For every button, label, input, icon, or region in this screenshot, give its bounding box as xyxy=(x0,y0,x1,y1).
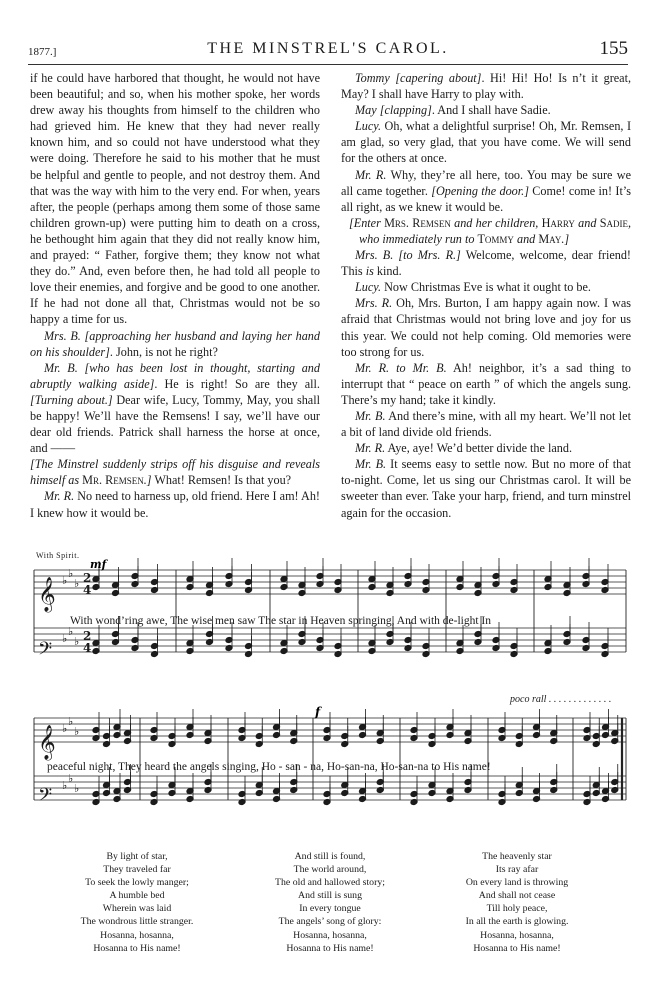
flat-icon: ♭ xyxy=(62,779,68,792)
flat-icon: ♭ xyxy=(74,635,80,648)
flat-icon: ♭ xyxy=(68,715,74,728)
dynamic-f: f xyxy=(315,705,321,719)
dialogue-line: Lucy. Now Christmas Eve is what it ought to be. xyxy=(355,280,591,295)
dialogue-line: [The Minstrel suddenly strips off his disguise and reveals himself as Mr. Remsen.] What! Remsen! Is that you? xyxy=(30,457,320,488)
dialogue-line: Mr. B. [who has been lost in thought, starting and abruptly walking aside]. He is right! So are they all. [Turning about.] Dear wife, Lucy, Tommy, May, you shall be happy! We’ll have the Remsens! I say, we’ll have our dear old friends. Patrick shall harness the horse at once, and —— xyxy=(30,360,320,456)
flat-icon: ♭ xyxy=(74,782,80,795)
dialogue-line: Mrs. R. Oh, Mrs. Burton, I am happy again now. I was afraid that Christmas would not bring love and joy for us this year. We could not help coming. Old memories were too strong for us. xyxy=(341,296,631,359)
flat-icon: ♭ xyxy=(68,772,74,785)
time-signature: 4 xyxy=(83,583,92,597)
treble-clef-icon: 𝄞 xyxy=(38,725,56,760)
speaker: May xyxy=(355,103,377,118)
stage-direction: [Opening the door.] xyxy=(431,183,529,198)
verse-2: And still is found, The world around, The old and hallowed story; And still is sung In every tongue The angels’ song of glory: Hosanna, hosanna, Hosanna to His name! xyxy=(275,851,385,954)
dialogue-line: Mr. B. It seems easy to settle now. But no more of that to-night. Come, let us sing our Christmas carol. It will be sweeter than ever. Take your harp, friend, and turn minstrel again for the occasion. xyxy=(341,457,631,520)
left-column xyxy=(30,70,320,521)
right-column xyxy=(341,70,631,521)
bass-clef-icon: 𝄢 xyxy=(38,639,53,664)
speaker: Mr. R. xyxy=(355,167,387,182)
dialogue-line: Lucy. Oh, what a delightful surprise! Oh, Mr. Remsen, I am glad, so very glad, that you have come. We will send for the others at once. xyxy=(341,119,631,166)
dialogue-line: Mrs. B. [approaching her husband and laying her hand on his shoulder]. John, is not he right? xyxy=(30,328,320,359)
stage-direction: [to Mrs. R.] xyxy=(398,248,461,263)
time-signature: 2 xyxy=(83,629,92,643)
stage-direction: [Turning about.] xyxy=(30,392,113,407)
flat-icon: ♭ xyxy=(62,722,68,735)
speaker: Mr. B. xyxy=(355,457,387,472)
header-year: 1877.] xyxy=(28,46,57,58)
dialogue-line: Mr. R. to Mr. B. Ah! neighbor, it’s a sad thing to interrupt that “ peace on earth ” of which the angels sung. There’s my hand; take it kindly. xyxy=(341,360,631,407)
flat-icon: ♭ xyxy=(74,725,80,738)
treble-clef-icon: 𝄞 xyxy=(38,577,56,612)
dialogue-line: Mr. R. Aye, aye! We’d better divide the land. xyxy=(355,441,572,456)
flat-icon: ♭ xyxy=(62,632,68,645)
lyrics-line-2: peaceful night, They heard the angels singing, Ho - san - na, Ho-san-na, Ho-san-na to His name! xyxy=(47,761,491,773)
stage-direction-block: [Enter Mrs. Remsen and her children, Harry and Sadie, who immediately run to Tommy and May.] xyxy=(349,215,632,246)
speaker: Mr. R. xyxy=(44,489,75,504)
clefs xyxy=(38,567,91,810)
paragraph: if he could have harbored that thought, he would not have been beautiful; and so, when his mother spoke, her words drew away his thoughts from himself to the children who had grieved him. He knew that they had never really known him, and so could not have understood what they were doing. Therefore he said to his mother that he must be helpful and gentle to people, and not destroy them. And that was the way with him to the very end. For when, years after, the people (perhaps among them some of those same children grown-up) were putting him to death on a cross, he bethought him again that they did not really know him, and prayed: “ Father, forgive them; they know not what they do.” And, even before then, he had told all people to love their enemies, and forgive and be good to one another. If he had not done all that, Christmas would not be so happy a time for us. xyxy=(30,71,320,327)
speaker: Mrs. R. xyxy=(355,296,393,311)
header-rule xyxy=(28,64,628,65)
verse-1: By light of star, They traveled far To seek the lowly manger; A humble bed Wherein was laid The wondrous little stranger. Hosanna, hosanna, Hosanna to His name! xyxy=(80,851,194,954)
stage-direction: [approaching her husband and laying her hand on his shoulder] xyxy=(30,328,320,359)
stage-direction: [capering about] xyxy=(395,71,482,85)
dialogue-line: Tommy [capering about]. Hi! Hi! Ho! Is n’t it great, May? I shall have Harry to play with. xyxy=(341,71,632,102)
header-title: THE MINSTREL'S CAROL. xyxy=(207,40,449,57)
speaker: Mrs. B. xyxy=(355,248,394,263)
dialogue-line: Mr. R. No need to harness up, old friend. Here I am! Ah! I knew how it would be. xyxy=(30,489,320,520)
stage-direction: [The Minstrel suddenly strips off his disguise and reveals himself as xyxy=(30,457,320,488)
speaker: Mrs. B. xyxy=(44,328,81,343)
speaker: Mr. R. xyxy=(355,441,386,456)
stage-direction: [who has been lost in thought, starting and abruptly walking aside] xyxy=(30,360,320,391)
flat-icon: ♭ xyxy=(74,577,80,590)
speaker: Mr. R. to Mr. B. xyxy=(355,360,447,375)
flat-icon: ♭ xyxy=(68,625,74,638)
speaker: Tommy xyxy=(355,71,390,85)
dialogue-line: May [clapping]. And I shall have Sadie. xyxy=(355,103,551,118)
bass-clef-icon: 𝄢 xyxy=(38,785,53,810)
page-header xyxy=(28,38,628,62)
time-signature: 2 xyxy=(83,571,92,585)
page-number: 155 xyxy=(599,38,628,59)
dialogue-line: Mrs. B. [to Mrs. R.] Welcome, welcome, dear friend! This is kind. xyxy=(341,248,631,279)
poco-rall-marking: poco rall . . . . . . . . . . . . . xyxy=(510,694,612,705)
speaker: Mr. B. xyxy=(44,360,78,375)
speaker: Lucy. xyxy=(355,119,382,134)
time-signature: 4 xyxy=(83,641,92,655)
dialogue-line: Mr. B. And there’s mine, with all my heart. We’ll not let a bit of land divide old friends. xyxy=(341,408,631,440)
tempo-marking: With Spirit. xyxy=(36,551,80,560)
flat-icon: ♭ xyxy=(62,574,68,587)
speaker: Mr. B. xyxy=(355,408,386,423)
stage-direction: [clapping] xyxy=(379,103,432,118)
flat-icon: ♭ xyxy=(68,567,74,580)
speaker: Lucy. xyxy=(355,280,382,295)
dialogue-line: Mr. R. Why, they’re all here, too. You may be sure we all came together. [Opening the door.] Come! come in! It’s all right, as we knew it would be. xyxy=(341,167,631,214)
lyrics-line-1: With wond’ring awe, The wise men saw The star in Heaven springing, And with de-light In xyxy=(70,615,492,627)
character-name: Mr. Remsen xyxy=(82,473,144,488)
dynamic-mf: mf xyxy=(90,558,107,571)
verse-3: The heavenly star Its ray afar On every land is throwing And shall not cease Till holy peace, In all the earth is glowing. Hosanna, hosanna, Hosanna to His name! xyxy=(465,851,569,954)
